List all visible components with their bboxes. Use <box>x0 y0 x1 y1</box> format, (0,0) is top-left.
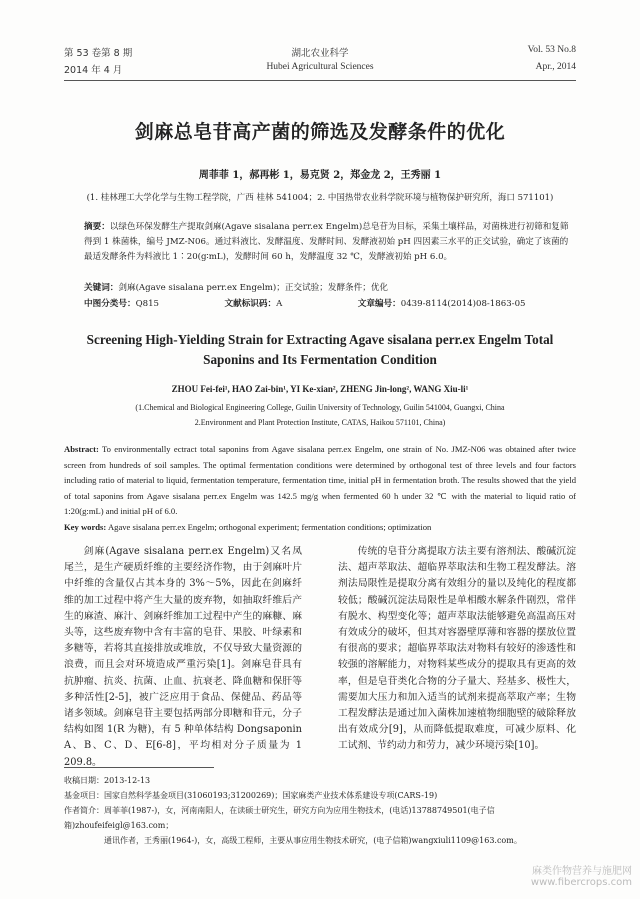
article-number-label: 文章编号： <box>357 299 401 309</box>
authors-zh: 周菲菲 1，郝再彬 1，易克贤 2，郑金龙 2，王秀丽 1 <box>198 170 442 181</box>
author-info: 作者简介：周菲菲(1987-)，女，河南南阳人，在读硕士研究生，研究方向为应用生物技术，(电话)13788749501(电子信箱)zhoufeifeigl@163.com； <box>64 806 495 830</box>
volume-number: Vol. 53 No.8 <box>527 45 576 55</box>
issue-number: 第 53 卷第 8 期 <box>64 48 133 59</box>
paper-title-en-line2: Saponins and Its Fermentation Condition <box>203 352 437 367</box>
footnote-rule <box>64 767 214 768</box>
keywords-zh <box>84 281 576 296</box>
abstract-zh-label: 摘要： <box>84 222 110 232</box>
clc-value: Q815 <box>135 299 160 309</box>
classification-line <box>84 297 576 312</box>
paper-title-en <box>64 330 576 370</box>
watermark-line1: 麻类作物营养与施肥网 <box>532 866 632 877</box>
watermark <box>531 862 632 888</box>
abstract-zh-text: 以绿色环保发酵生产提取剑麻(Agave sisalana perr.ex Engelm)总皂苷为目标，采集土壤样品，对菌株进行初筛和复筛得到 1 株菌株，编号 JMZ-N06。通过料液比、发酵温度、发酵时间、发酵液初始 pH 四因素三水平的正交试验，确定了该菌的最适发酵条件为料液比 1∶20(g∶mL)，发酵时间 60 h，发酵温度 32 ℃，发酵液初始 pH 6.0。 <box>84 222 569 262</box>
doc-code-value: A <box>276 299 283 309</box>
paper-title-zh: 剑麻总皂苷高产菌的筛选及发酵条件的优化 <box>134 121 506 143</box>
journal-title-zh: 湖北农业科学 <box>291 48 349 59</box>
fund-info: 基金项目：国家自然科学基金项目(31060193;31200269)；国家麻类产业技术体系建设专项(CARS-19) <box>64 791 438 800</box>
footnote <box>64 773 576 848</box>
keywords-zh-text: 剑麻(Agave sisalana perr.ex Engelm)；正交试验；发酵条件；优化 <box>118 283 389 293</box>
body-column-left: 剑麻(Agave sisalana perr.ex Engelm)又名凤尾兰，是生产硬质纤维的主要经济作物，由于剑麻叶片中纤维的含量仅占其本身的 3%～5%，因此在剑麻纤维的加工过程中将产生大量的废弃物，如抽取纤维后产生的麻渣、麻汁、剑麻纤维加工过程中产生的麻糠、麻头等，这些废弃物中含有丰富的皂苷、果胶、叶绿素和多糖等，若将其直接排放或堆放，不仅导致大量资源的浪费，而且会对环境造成严重污染[1]。剑麻皂苷具有抗肿瘤、抗炎、抗菌、止血、抗衰老、降血糖和保肝等多种活性[2-5]，被广泛应用于食品、保健品、药品等诸多领域。剑麻皂苷主要包括两部分即糖和苷元，分子结构如图 1(R 为糖)，有 5 种单体结构 Dongsaponin A、B、C、D、E[6-8]，平均相对分子质量为 1 209.8。 <box>64 546 302 768</box>
paper-title-en-line1: Screening High-Yielding Strain for Extracting Agave sisalana perr.ex Engelm Total <box>86 332 554 347</box>
body-column-right: 传统的皂苷分离提取方法主要有溶剂法、酸碱沉淀法、超声萃取法、超临界萃取法和生物工程发酵法。溶剂法局限性是提取分离有效组分的量以及纯化的程度都较低；酸碱沉淀法局限性是单相酸水解条件剧烈，常伴有脱水、构型变化等；超声萃取法能够避免高温高压对有效成分的破坏，但其对容器壁厚薄和容器的摆放位置有很高的要求；超临界萃取法对物料有较好的渗透性和较强的溶解能力，对物料某些成分的提取具有更高的效率，但是皂苷类化合物的分子量大、羟基多、极性大，需要加大压力和加入适当的试剂来提高萃取产率；生物工程发酵法是通过加入菌株加速植物细胞壁的破除释放出有效成分[9]，从而降低提取难度，可减少原料、化工试剂、节约动力和劳力，减少环境污染[10]。 <box>338 546 576 752</box>
issue-date: 2014 年 4 月 <box>64 65 123 76</box>
abstract-zh <box>84 220 576 265</box>
clc-label: 中图分类号： <box>84 299 136 309</box>
keywords-zh-label: 关键词： <box>84 283 119 293</box>
header-rule <box>64 80 576 81</box>
keywords-en-label: Key words: <box>64 521 107 532</box>
watermark-line2: www.fibercrops.com <box>530 877 632 888</box>
doc-code-label: 文献标识码： <box>224 299 277 309</box>
abstract-en-label: Abstract: <box>64 444 99 454</box>
corresponding-author: 通讯作者，王秀丽(1964-)，女，高级工程师，主要从事应用生物技术研究，(电子信箱)wangxiuli1109@163.com。 <box>104 836 522 845</box>
authors-en: ZHOU Fei-fei¹, HAO Zai-bin¹, YI Ke-xian², ZHENG Jin-long², WANG Xiu-li¹ <box>171 384 469 394</box>
affiliation-zh: (1. 桂林理工大学化学与生物工程学院，广西 桂林 541004；2. 中国热带农业科学院环境与植物保护研究所，海口 571101) <box>86 193 554 203</box>
abstract-en-text: To environmentally ectract total saponins from Agave sisalana perr.ex Engelm, one strain of No. JMZ-N06 was obtained after twice screen from hundreds of soil samples. The optimal fermentation conditions were determined by orthogonal test of three levels and four factors including ratio of material to liquid, fermentation temperature, fermentation time, initial pH in fermentation broth. The results showed that the yield of total saponins from Agave sisalana perr.ex Engelm was 142.5 mg/g when fermented 60 h under 32 ℃ with the material to liquid ratio of 1:20(g:mL) and initial pH of 6.0. <box>64 444 576 516</box>
abstract-en <box>64 442 576 535</box>
article-number-value: 0439-8114(2014)08-1863-05 <box>400 299 526 309</box>
received-date: 收稿日期：2013-12-13 <box>64 776 151 785</box>
publication-date: Apr., 2014 <box>535 62 576 72</box>
journal-title-en: Hubei Agricultural Sciences <box>266 62 374 72</box>
affiliation-en-1: (1.Chemical and Biological Engineering College, Guilin University of Technology, Guilin 541004, Guangxi, China <box>135 403 505 412</box>
affiliation-en-2: 2.Environment and Plant Protection Institute, CATAS, Haikou 571101, China) <box>194 418 446 427</box>
keywords-en-text: Agave sisalana perr.ex Engelm; orthogonal experiment; fermentation conditions; optimization <box>107 521 432 532</box>
